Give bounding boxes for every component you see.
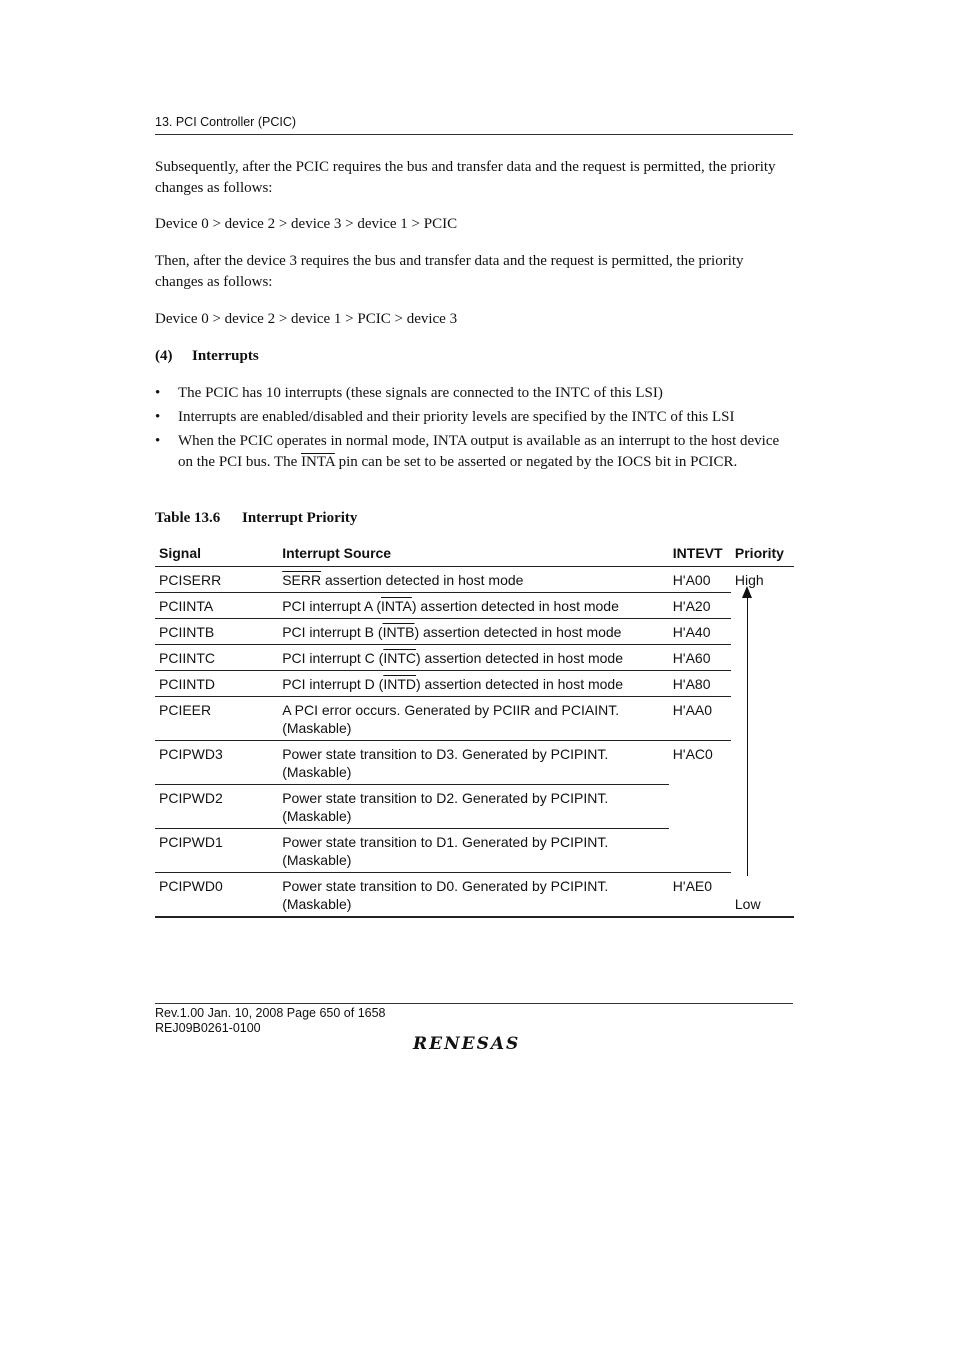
table-row [155, 619, 794, 645]
header-rule [155, 134, 793, 135]
header-signal: Signal [155, 540, 278, 567]
bullet-text-3b: pin can be set to be asserted or negated by the IOCS bit in PCICR. [334, 454, 738, 470]
priority-arrow-icon [738, 586, 758, 876]
cell-source [278, 741, 669, 785]
cell-source [278, 697, 669, 741]
source-text: (Maskable) [282, 764, 352, 780]
paragraph-2: Then, after the device 3 requires the bus and transfer data and the request is permitted, the priority changes as follows: [155, 253, 744, 290]
source-text: (Maskable) [282, 896, 352, 912]
bullet-text-3a: When the PCIC operates in normal mode, INTA output is available as an interrupt to the host device on the PCI bus. The [178, 433, 780, 470]
table-caption [155, 510, 357, 527]
cell-signal: PCIPWD3 [155, 741, 278, 785]
source-text: ) assertion detected in host mode [416, 650, 624, 666]
source-text: (Maskable) [282, 852, 352, 868]
cell-signal: PCIINTD [155, 671, 278, 697]
bullet-text-2: Interrupts are enabled/disabled and their priority levels are specified by the INTC of this LSI [178, 409, 735, 425]
table-row [155, 645, 794, 671]
source-text: ) assertion detected in host mode [414, 624, 622, 640]
source-overline-text: SERR [282, 572, 322, 588]
cell-intevt: H'A00 [669, 567, 731, 593]
source-text: ) assertion detected in host mode [411, 598, 619, 614]
table-caption-number: Table 13.6 [155, 510, 221, 526]
cell-source [278, 829, 669, 873]
cell-intevt: H'A60 [669, 645, 731, 671]
priority-order-1: Device 0 > device 2 > device 3 > device 1 > PCIC [155, 216, 458, 232]
subsection-title: Interrupts [192, 348, 259, 364]
cell-signal: PCIEER [155, 697, 278, 741]
table-caption-title: Interrupt Priority [242, 510, 358, 526]
bullet-text-1: The PCIC has 10 interrupts (these signals are connected to the INTC of this LSI) [178, 385, 663, 401]
bullet-icon: • [155, 385, 161, 401]
cell-intevt: H'AC0 [669, 741, 731, 873]
priority-order-2: Device 0 > device 2 > device 1 > PCIC > device 3 [155, 311, 458, 327]
cell-signal: PCIPWD0 [155, 873, 278, 918]
source-text: ) assertion detected in host mode [416, 676, 624, 692]
cell-signal: PCIINTC [155, 645, 278, 671]
table-header-row [155, 540, 794, 567]
source-text: PCI interrupt B ( [282, 624, 383, 640]
source-text: assertion detected in host mode [321, 572, 524, 588]
list-item [155, 383, 795, 404]
source-text: Power state transition to D2. Generated by PCIPINT. [282, 790, 609, 806]
interrupt-priority-table [155, 540, 794, 918]
running-header: 13. PCI Controller (PCIC) [155, 115, 297, 129]
arrow-shaft [747, 596, 748, 876]
source-text: Power state transition to D0. Generated by PCIPINT. [282, 878, 609, 894]
header-source: Interrupt Source [278, 540, 669, 567]
cell-signal: PCIINTB [155, 619, 278, 645]
cell-intevt: H'AA0 [669, 697, 731, 741]
cell-source [278, 619, 669, 645]
cell-signal: PCIINTA [155, 593, 278, 619]
header-intevt: INTEVT [669, 540, 731, 567]
source-overline-text: INTD [383, 676, 416, 692]
footer-doc-number: REJ09B0261-0100 [155, 1021, 261, 1035]
source-text: A PCI error occurs. Generated by PCIIR and PCIAINT. [282, 702, 620, 718]
table-row [155, 671, 794, 697]
source-text: PCI interrupt A ( [282, 598, 382, 614]
bullet-text-3-overline: INTA [301, 454, 335, 470]
subsection-number: (4) [155, 348, 173, 364]
source-text: PCI interrupt D ( [282, 676, 384, 692]
source-text: (Maskable) [282, 808, 352, 824]
list-item [155, 431, 795, 473]
cell-source [278, 593, 669, 619]
cell-source [278, 645, 669, 671]
table-row [155, 697, 794, 741]
paragraph-1: Subsequently, after the PCIC requires the bus and transfer data and the request is permitted, the priority changes as follows: [155, 159, 776, 196]
source-overline-text: INTC [383, 650, 416, 666]
cell-intevt: H'AE0 [669, 873, 731, 918]
footer-revision: Rev.1.00 Jan. 10, 2008 Page 650 of 1658 [155, 1006, 386, 1020]
cell-source [278, 873, 669, 918]
table-row [155, 567, 794, 593]
list-item [155, 407, 795, 428]
bullet-icon: • [155, 409, 161, 425]
cell-priority-low: Low [731, 873, 794, 918]
header-priority: Priority [731, 540, 794, 567]
table-row [155, 593, 794, 619]
source-overline-text: INTB [382, 624, 415, 640]
table-row [155, 741, 794, 785]
source-text: (Maskable) [282, 720, 352, 736]
renesas-logo [413, 1034, 533, 1056]
cell-intevt: H'A80 [669, 671, 731, 697]
cell-intevt: H'A40 [669, 619, 731, 645]
source-text: PCI interrupt C ( [282, 650, 384, 666]
cell-priority-high: High [734, 572, 764, 588]
subsection-heading [155, 346, 795, 367]
bullet-list [155, 383, 795, 476]
table-row [155, 873, 794, 918]
bullet-icon: • [155, 433, 161, 449]
cell-source [278, 567, 669, 593]
cell-source [278, 671, 669, 697]
cell-signal: PCIPWD1 [155, 829, 278, 873]
footer-rule [155, 1003, 793, 1004]
cell-signal: PCISERR [155, 567, 278, 593]
logo-text: RENESAS [413, 1034, 521, 1054]
source-text: Power state transition to D1. Generated by PCIPINT. [282, 834, 609, 850]
cell-source [278, 785, 669, 829]
cell-signal: PCIPWD2 [155, 785, 278, 829]
source-overline-text: INTA [381, 598, 412, 614]
source-text: Power state transition to D3. Generated by PCIPINT. [282, 746, 609, 762]
cell-intevt: H'A20 [669, 593, 731, 619]
